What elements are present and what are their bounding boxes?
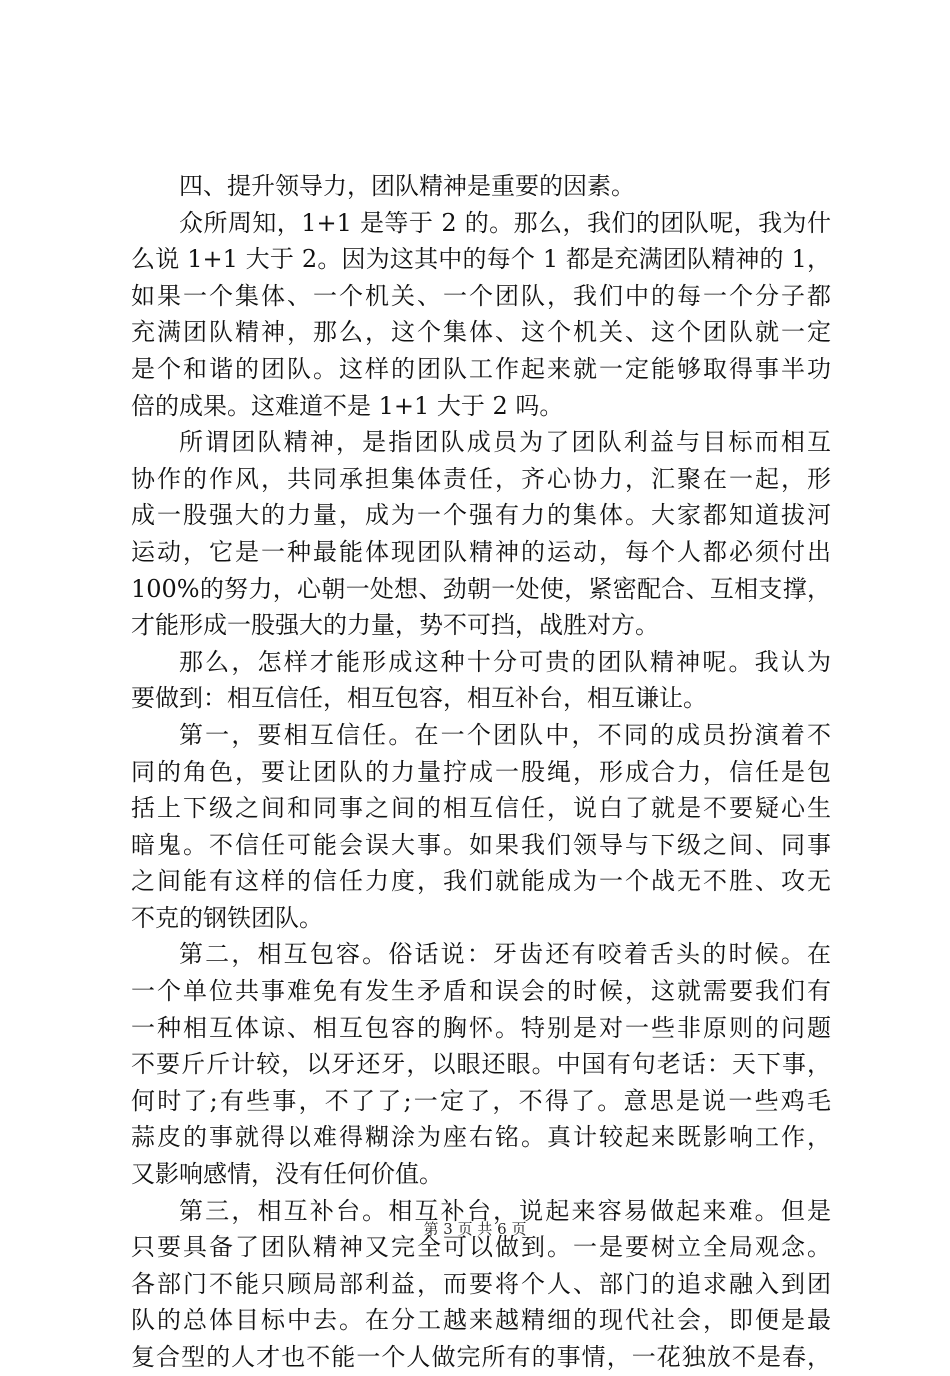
text-line: 协作的作风，共同承担集体责任，齐心协力，汇聚在一起，形 [131, 464, 831, 493]
text-line: 一个单位共事难免有发生矛盾和误会的时候，这就需要我们有 [131, 977, 831, 1006]
text-line: 括上下级之间和同事之间的相互信任，说白了就是不要疑心生 [131, 794, 831, 823]
text-line: 复合型的人才也不能一个人做完所有的事情，一花独放不是春， [131, 1343, 831, 1371]
body-text [131, 168, 831, 1376]
text-line: 同的角色，要让团队的力量拧成一股绳，形成合力，信任是包 [131, 757, 831, 786]
text-line: 是个和谐的团队。这样的团队工作起来就一定能够取得事半功 [131, 354, 831, 383]
text-line: 不要斤斤计较，以牙还牙，以眼还眼。中国有句老话：天下事， [131, 1050, 831, 1079]
text-line: 蒜皮的事就得以难得糊涂为座右铭。真计较起来既影响工作， [131, 1123, 831, 1152]
text-line: 一种相互体谅、相互包容的胸怀。特别是对一些非原则的问题 [131, 1013, 831, 1042]
text-line: 又影响感情，没有任何价值。 [131, 1160, 443, 1189]
text-line: 众所周知，1+1 是等于 2 的。那么，我们的团队呢，我为什 [179, 208, 831, 237]
text-line: 何时了;有些事，不了了;一定了，不得了。意思是说一些鸡毛 [131, 1086, 831, 1115]
text-line: 暗鬼。不信任可能会误大事。如果我们领导与下级之间、同事 [131, 830, 831, 859]
text-line: 那么，怎样才能形成这种十分可贵的团队精神呢。我认为 [179, 647, 831, 676]
text-line: 所谓团队精神，是指团队成员为了团队利益与目标而相互 [179, 428, 831, 457]
text-line: 第二，相互包容。俗话说：牙齿还有咬着舌头的时候。在 [179, 940, 831, 969]
page-footer: 第 3 页 共 6 页 [423, 1220, 527, 1238]
heading-line: 四、提升领导力，团队精神是重要的因素。 [179, 172, 635, 200]
text-line: 之间能有这样的信任力度，我们就能成为一个战无不胜、攻无 [131, 867, 831, 896]
text-line: 只要具备了团队精神又完全可以做到。一是要树立全局观念。 [131, 1233, 831, 1262]
text-line: 100%的努力，心朝一处想、劲朝一处使，紧密配合、互相支撑， [131, 574, 831, 603]
text-line: 充满团队精神，那么，这个集体、这个机关、这个团队就一定 [131, 318, 831, 347]
text-line: 么说 1+1 大于 2。因为这其中的每个 1 都是充满团队精神的 1， [131, 245, 831, 274]
text-line: 如果一个集体、一个机关、一个团队，我们中的每一个分子都 [131, 281, 831, 310]
text-line: 才能形成一股强大的力量，势不可挡，战胜对方。 [131, 611, 659, 640]
text-line: 倍的成果。这难道不是 1+1 大于 2 吗。 [131, 391, 564, 420]
text-line: 队的总体目标中去。在分工越来越精细的现代社会，即便是最 [131, 1306, 831, 1335]
text-line: 运动，它是一种最能体现团队精神的运动，每个人都必须付出 [131, 537, 831, 566]
text-line: 要做到：相互信任，相互包容，相互补台，相互谦让。 [131, 684, 707, 713]
text-line: 不克的钢铁团队。 [131, 903, 323, 932]
text-line: 成一股强大的力量，成为一个强有力的集体。大家都知道拔河 [131, 501, 831, 530]
text-line: 第一，要相互信任。在一个团队中，不同的成员扮演着不 [179, 720, 831, 749]
text-line: 第三，相互补台。相互补台，说起来容易做起来难。但是 [179, 1196, 831, 1225]
text-line: 各部门不能只顾局部利益，而要将个人、部门的追求融入到团 [131, 1269, 831, 1298]
